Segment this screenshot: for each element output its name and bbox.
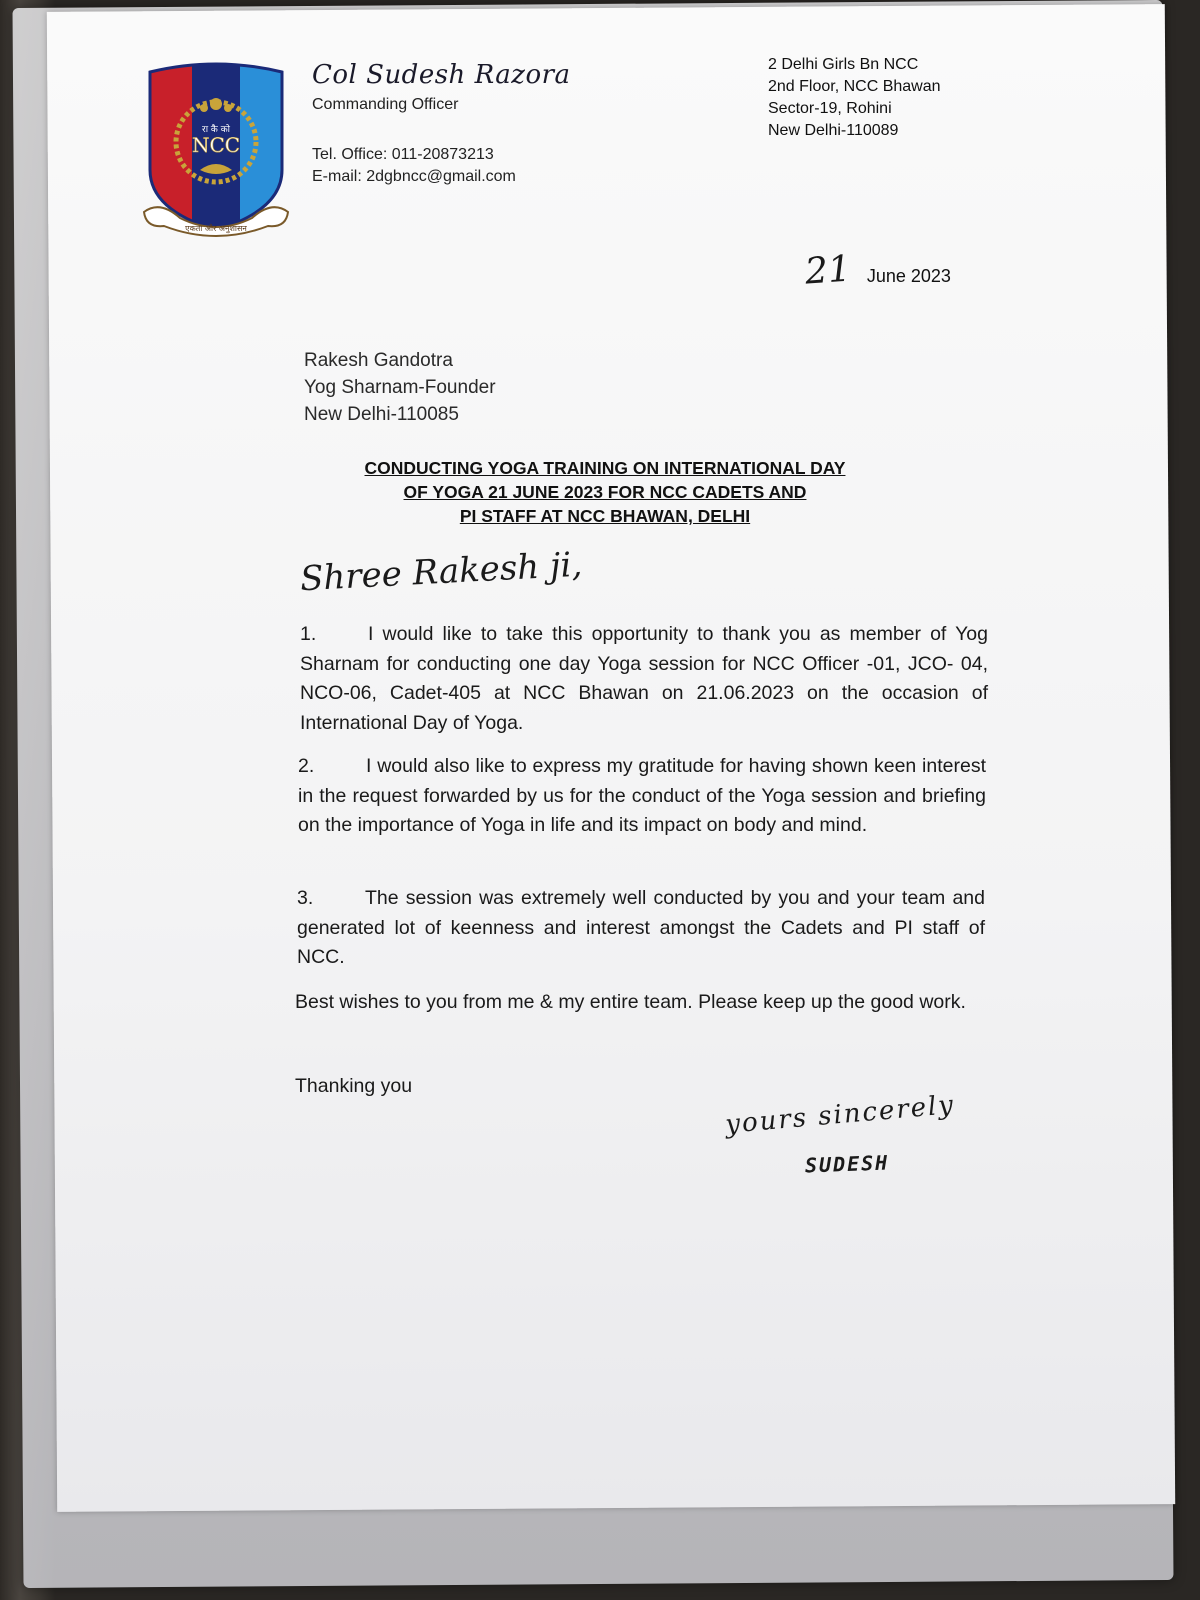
paragraph: [298, 752, 986, 841]
signature-name: SUDESH: [804, 1150, 890, 1178]
recipient-line: Rakesh Gandotra: [304, 350, 453, 371]
paragraph: [300, 620, 988, 738]
sender-contact: [312, 144, 516, 188]
subject-line: OF YOGA 21 JUNE 2023 FOR NCC CADETS AND: [403, 482, 807, 502]
paragraph-text: I would like to take this opportunity to thank you as member of Yog Sharnam for conducting one day Yoga session for NCC Officer -01, JCO- 04, NCO-06, Cadet-405 at NCC Bhawan on 21.06.2023 on the occasion of International Day of Yoga.: [300, 623, 988, 734]
emblem-top-text: रा कै को: [202, 125, 230, 135]
ncc-emblem-icon: [140, 60, 292, 250]
address-line: 2 Delhi Girls Bn NCC: [768, 56, 919, 73]
thanking-line: Thanking you: [295, 1075, 413, 1097]
sender-tel: Tel. Office: 011-20873213: [312, 146, 494, 163]
salutation: Shree Rakesh ji,: [299, 544, 584, 600]
letter-date: [805, 250, 951, 291]
sender-email: E-mail: 2dgbncc@gmail.com: [312, 168, 516, 185]
recipient-line: New Delhi-110085: [304, 404, 459, 425]
date-day-handwritten: 21: [803, 248, 853, 293]
paragraph-number: 3.: [297, 887, 314, 909]
emblem-ncc-text: NCC: [191, 133, 241, 157]
recipient-line: Yog Sharnam-Founder: [304, 377, 496, 398]
paragraph-text: I would also like to express my gratitude for having shown keen interest in the request forwarded by us for the conduct of the Yoga session and briefing on the importance of Yoga in life and its impact on body and mind.: [298, 755, 986, 836]
subject-line: CONDUCTING YOGA TRAINING ON INTERNATIONAL DAY: [364, 458, 846, 478]
signature-closing: yours sincerely: [724, 1090, 957, 1140]
sender-name: Col Sudesh Razora: [312, 60, 571, 90]
address-line: New Delhi-110089: [768, 122, 899, 139]
date-month-year: June 2023: [866, 266, 951, 286]
unit-address: [768, 54, 941, 142]
emblem-motto: एकता और अनुशासन: [185, 224, 247, 233]
recipient-block: [304, 347, 496, 428]
address-line: Sector-19, Rohini: [768, 100, 892, 117]
address-line: 2nd Floor, NCC Bhawan: [768, 78, 941, 95]
sender-role: Commanding Officer: [312, 96, 459, 113]
subject-heading: [300, 456, 910, 528]
paragraph-text: The session was extremely well conducted by you and your team and generated lot of keenness and interest amongst the Cadets and PI staff of NCC.: [297, 887, 985, 968]
paragraph-number: 2.: [298, 755, 315, 777]
subject-line: PI STAFF AT NCC BHAWAN, DELHI: [459, 506, 751, 526]
paragraph-number: 1.: [300, 623, 317, 645]
best-wishes: Best wishes to you from me & my entire team. Please keep up the good work.: [295, 991, 966, 1013]
paragraph: [297, 884, 985, 973]
